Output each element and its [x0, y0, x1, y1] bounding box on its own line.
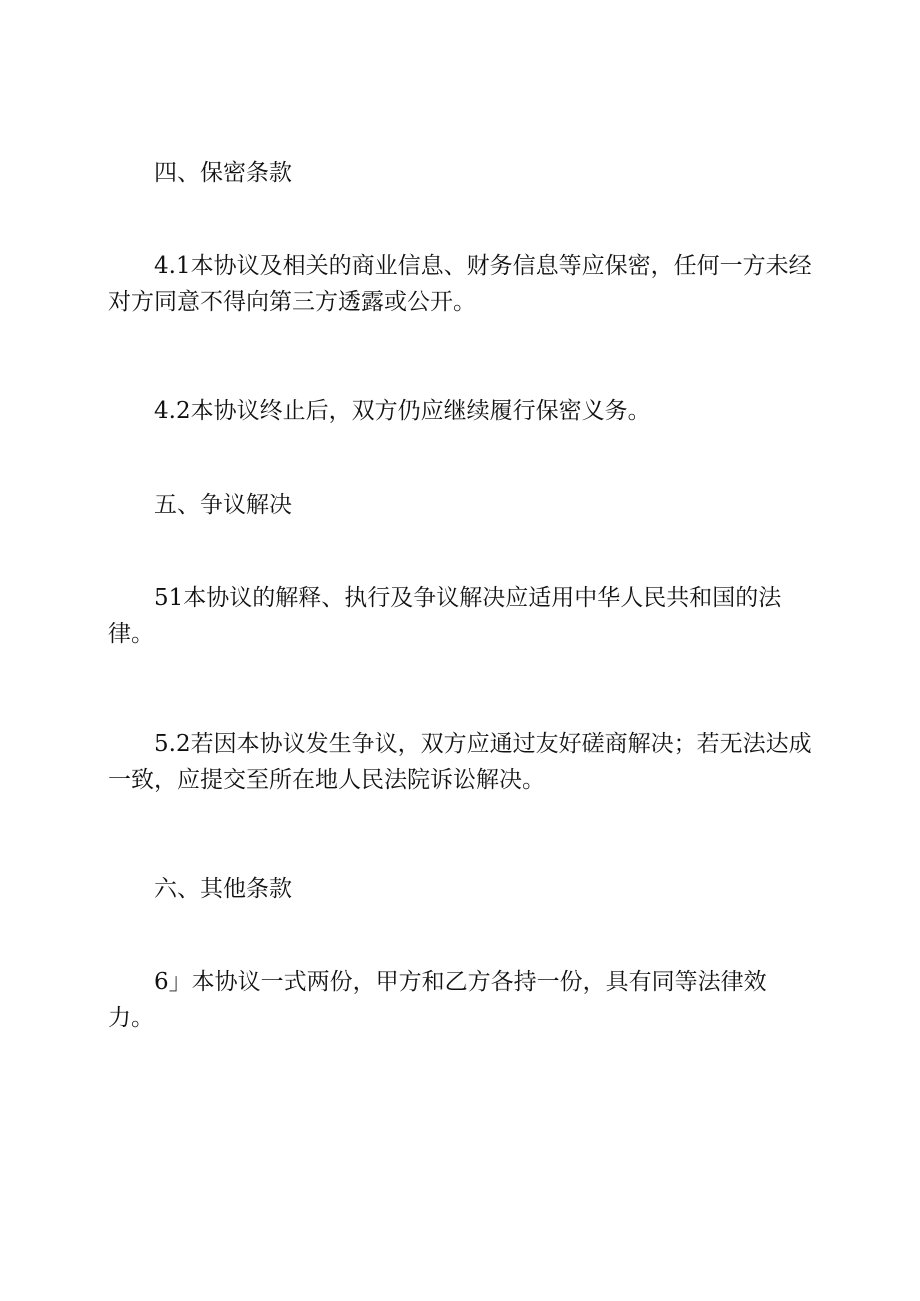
clause-6-1: 6」本协议一式两份，甲方和乙方各持一份，具有同等法律效力。 [108, 969, 767, 1031]
clause-4-1: 4.1本协议及相关的商业信息、财务信息等应保密，任何一方未经对方同意不得向第三方透露或公开。 [108, 253, 812, 315]
clause-5-2: 5.2若因本协议发生争议，双方应通过友好磋商解决；若无法达成一致，应提交至所在地人民法院诉讼解决。 [108, 731, 812, 793]
section-heading-other-terms: 六、其他条款 [154, 876, 292, 902]
clause-5-1: 51本协议的解释、执行及争议解决应适用中华人民共和国的法律。 [108, 585, 782, 647]
section-heading-dispute-resolution: 五、争议解决 [154, 492, 292, 518]
section-heading-confidentiality: 四、保密条款 [154, 160, 292, 186]
clause-4-2: 4.2本协议终止后，双方仍应继续履行保密义务。 [154, 398, 651, 424]
